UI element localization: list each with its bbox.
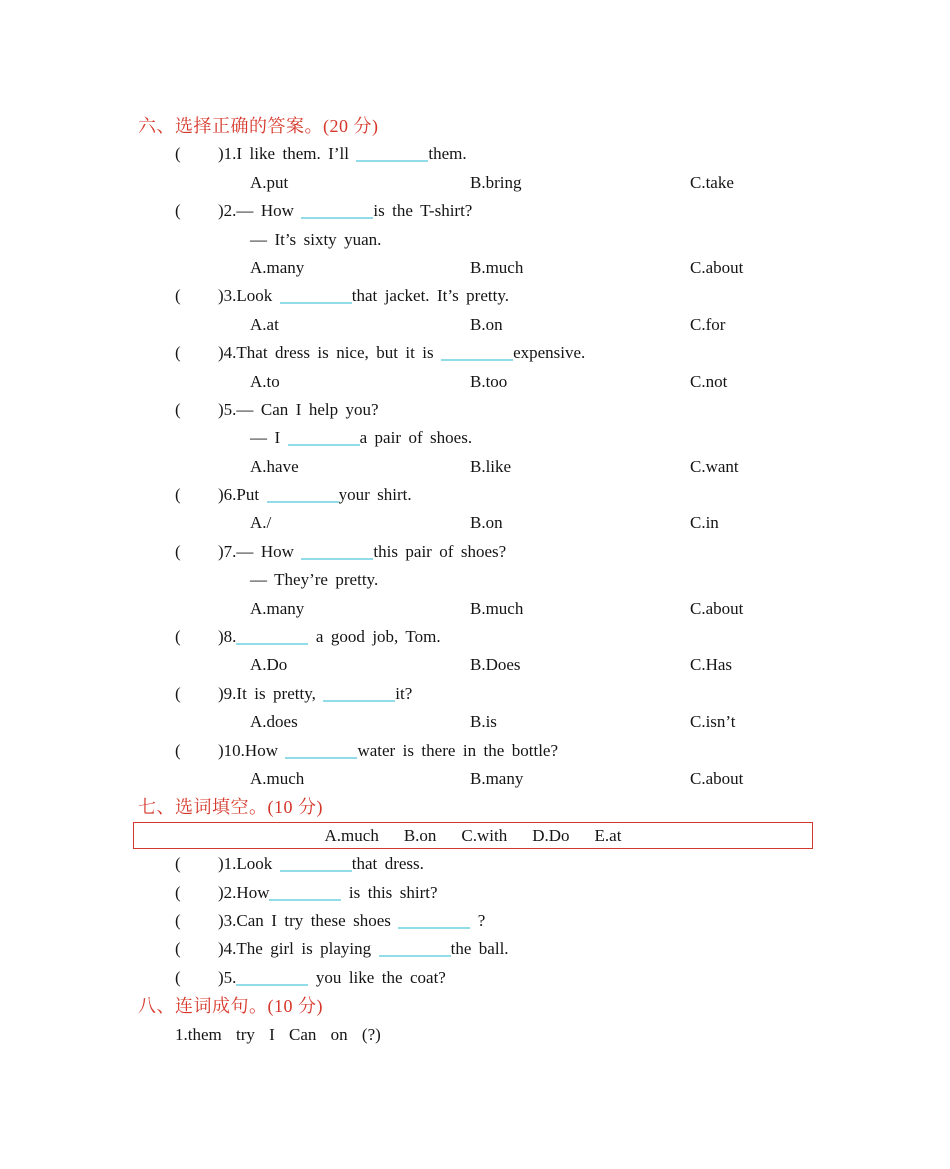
section6-title: 六、选择正确的答案。(20 分) [138, 116, 379, 136]
answer-space-paren: ( [175, 910, 181, 930]
answer-space-paren: ( [175, 967, 181, 987]
question-text: I like them. I’ll them. [236, 144, 467, 164]
question-row [0, 140, 950, 168]
question-number: )10. [218, 740, 245, 760]
options-row [0, 595, 950, 623]
option-a: A.does [250, 712, 298, 732]
question-number: )4. [218, 939, 237, 959]
question-text: That dress is nice, but it is expensive. [236, 343, 586, 363]
option-c: C.isn’t [690, 712, 736, 732]
question-number: )2. [218, 882, 237, 902]
option-b: B.much [470, 598, 524, 618]
question-text: — How is the T-shirt? [236, 201, 473, 221]
answer-space-paren: ( [175, 541, 181, 561]
option-a: A.at [250, 314, 279, 334]
answer-space-paren: ( [175, 485, 181, 505]
question-row [0, 680, 950, 708]
worksheet-content [0, 112, 950, 1049]
options-row [0, 708, 950, 736]
option-a: A./ [250, 513, 272, 533]
option-c: C.Has [690, 655, 733, 675]
answer-space-paren: ( [175, 627, 181, 647]
option-c: C.about [690, 768, 744, 788]
question-body [218, 339, 585, 367]
answer-blank [288, 432, 360, 446]
question-body [218, 282, 509, 310]
section6-question-list [0, 140, 950, 793]
option-a: A.much [250, 768, 305, 788]
options-row [0, 651, 950, 679]
question-number: )7. [218, 541, 237, 561]
question-row [0, 282, 950, 310]
question-text: you like the coat? [236, 968, 445, 987]
question-text: How is this shirt? [236, 882, 438, 902]
question-number: )1. [218, 854, 237, 874]
option-c: C.want [690, 456, 739, 476]
answer-blank [301, 205, 373, 219]
question-number: )5. [218, 399, 237, 419]
question-body [218, 737, 558, 765]
option-c: C.take [690, 172, 734, 192]
answer-space-paren: ( [175, 882, 181, 902]
answer-space-paren: ( [175, 939, 181, 959]
option-a: A.many [250, 598, 305, 618]
question-text: a good job, Tom. [236, 627, 440, 646]
dialogue-row [0, 566, 950, 594]
word-bank-row [0, 822, 950, 850]
answer-blank [323, 688, 395, 702]
word-bank-item: A.much [324, 825, 379, 845]
option-c: C.about [690, 257, 744, 277]
answer-blank [236, 631, 308, 645]
question-number: )3. [218, 286, 237, 306]
question-row [0, 339, 950, 367]
option-a: A.put [250, 172, 289, 192]
section7-question-list [0, 850, 950, 992]
word-bank-item: D.Do [532, 825, 570, 845]
question-body [218, 481, 412, 509]
answer-space-paren: ( [175, 683, 181, 703]
answer-blank [267, 489, 339, 503]
answer-blank [280, 858, 352, 872]
question-body [218, 935, 509, 963]
question-number: )2. [218, 201, 237, 221]
question-body [218, 538, 506, 566]
answer-space-paren: ( [175, 286, 181, 306]
option-c: C.in [690, 513, 719, 533]
question-number: )8. [218, 627, 237, 647]
question-row [0, 850, 950, 878]
answer-space-paren: ( [175, 144, 181, 164]
answer-blank [285, 745, 357, 759]
question-body [218, 197, 472, 225]
question-row [0, 396, 950, 424]
option-c: C.about [690, 598, 744, 618]
question-text: — Can I help you? [236, 399, 379, 419]
question-text: How water is there in the bottle? [244, 740, 559, 760]
question-number: )4. [218, 343, 237, 363]
answer-space-paren: ( [175, 343, 181, 363]
options-row [0, 254, 950, 282]
question-row [0, 481, 950, 509]
question-row [0, 197, 950, 225]
dialogue-text: — It’s sixty yuan. [250, 229, 382, 249]
option-a: A.to [250, 371, 280, 391]
question-body [218, 680, 412, 708]
question-body [218, 623, 441, 651]
option-a: A.have [250, 456, 299, 476]
answer-blank [280, 290, 352, 304]
word-bank-item: B.on [403, 825, 437, 845]
question-text: — How this pair of shoes? [236, 541, 507, 561]
section7-title-row [0, 793, 950, 821]
question-text: Put your shirt. [236, 485, 412, 505]
answer-space-paren: ( [175, 201, 181, 221]
options-row [0, 169, 950, 197]
answer-space-paren: ( [175, 854, 181, 874]
question-text: Look that dress. [236, 854, 424, 874]
answer-blank [441, 347, 513, 361]
answer-blank [236, 972, 308, 986]
answer-space-paren: ( [175, 740, 181, 760]
word-bank-item: C.with [461, 825, 508, 845]
dialogue-text: — They’re pretty. [250, 570, 379, 590]
word-bank-box [133, 822, 813, 849]
question-number: )1. [218, 144, 237, 164]
answer-blank [398, 915, 470, 929]
dialogue-text: — I a pair of shoes. [250, 428, 473, 448]
answer-blank [269, 887, 341, 901]
option-b: B.too [470, 371, 508, 391]
option-a: A.many [250, 257, 305, 277]
option-c: C.not [690, 371, 728, 391]
option-b: B.on [470, 314, 503, 334]
section6-title-row [0, 112, 950, 140]
word-bank-item: E.at [594, 825, 622, 845]
dialogue-row [0, 424, 950, 452]
option-c: C.for [690, 314, 726, 334]
option-b: B.much [470, 257, 524, 277]
question-text: It is pretty, it? [236, 683, 413, 703]
question-body [218, 850, 424, 878]
rearrange-sentence: 1.them try I Can on (?) [175, 1024, 381, 1044]
options-row [0, 509, 950, 537]
question-row [0, 935, 950, 963]
option-b: B.many [470, 768, 524, 788]
question-number: )6. [218, 485, 237, 505]
option-b: B.on [470, 513, 503, 533]
question-body [218, 140, 467, 168]
question-body [218, 964, 446, 992]
option-b: B.bring [470, 172, 522, 192]
section7-title: 七、选词填空。(10 分) [138, 797, 323, 818]
option-b: B.like [470, 456, 512, 476]
question-text: The girl is playing the ball. [236, 939, 509, 959]
option-b: B.Does [470, 655, 521, 675]
question-row [0, 737, 950, 765]
question-row [0, 623, 950, 651]
answer-space-paren: ( [175, 399, 181, 419]
option-b: B.is [470, 712, 497, 732]
answer-blank [356, 148, 428, 162]
options-row [0, 368, 950, 396]
question-body [218, 396, 379, 424]
question-row [0, 879, 950, 907]
dialogue-row [0, 226, 950, 254]
question-text: Can I try these shoes ? [236, 910, 486, 930]
options-row [0, 765, 950, 793]
question-row [0, 538, 950, 566]
question-number: )3. [218, 910, 237, 930]
section8-title-row [0, 992, 950, 1020]
question-row [0, 907, 950, 935]
question-body [218, 879, 438, 907]
question-row [0, 964, 950, 992]
question-number: )9. [218, 683, 237, 703]
options-row [0, 311, 950, 339]
question-body [218, 907, 485, 935]
answer-blank [379, 943, 451, 957]
section8-title: 八、连词成句。(10 分) [138, 996, 323, 1017]
question-text: Look that jacket. It’s pretty. [236, 286, 509, 306]
answer-blank [301, 546, 373, 560]
question-number: )5. [218, 967, 237, 987]
options-row [0, 453, 950, 481]
option-a: A.Do [250, 655, 288, 675]
section8-sentence-row [0, 1021, 950, 1049]
